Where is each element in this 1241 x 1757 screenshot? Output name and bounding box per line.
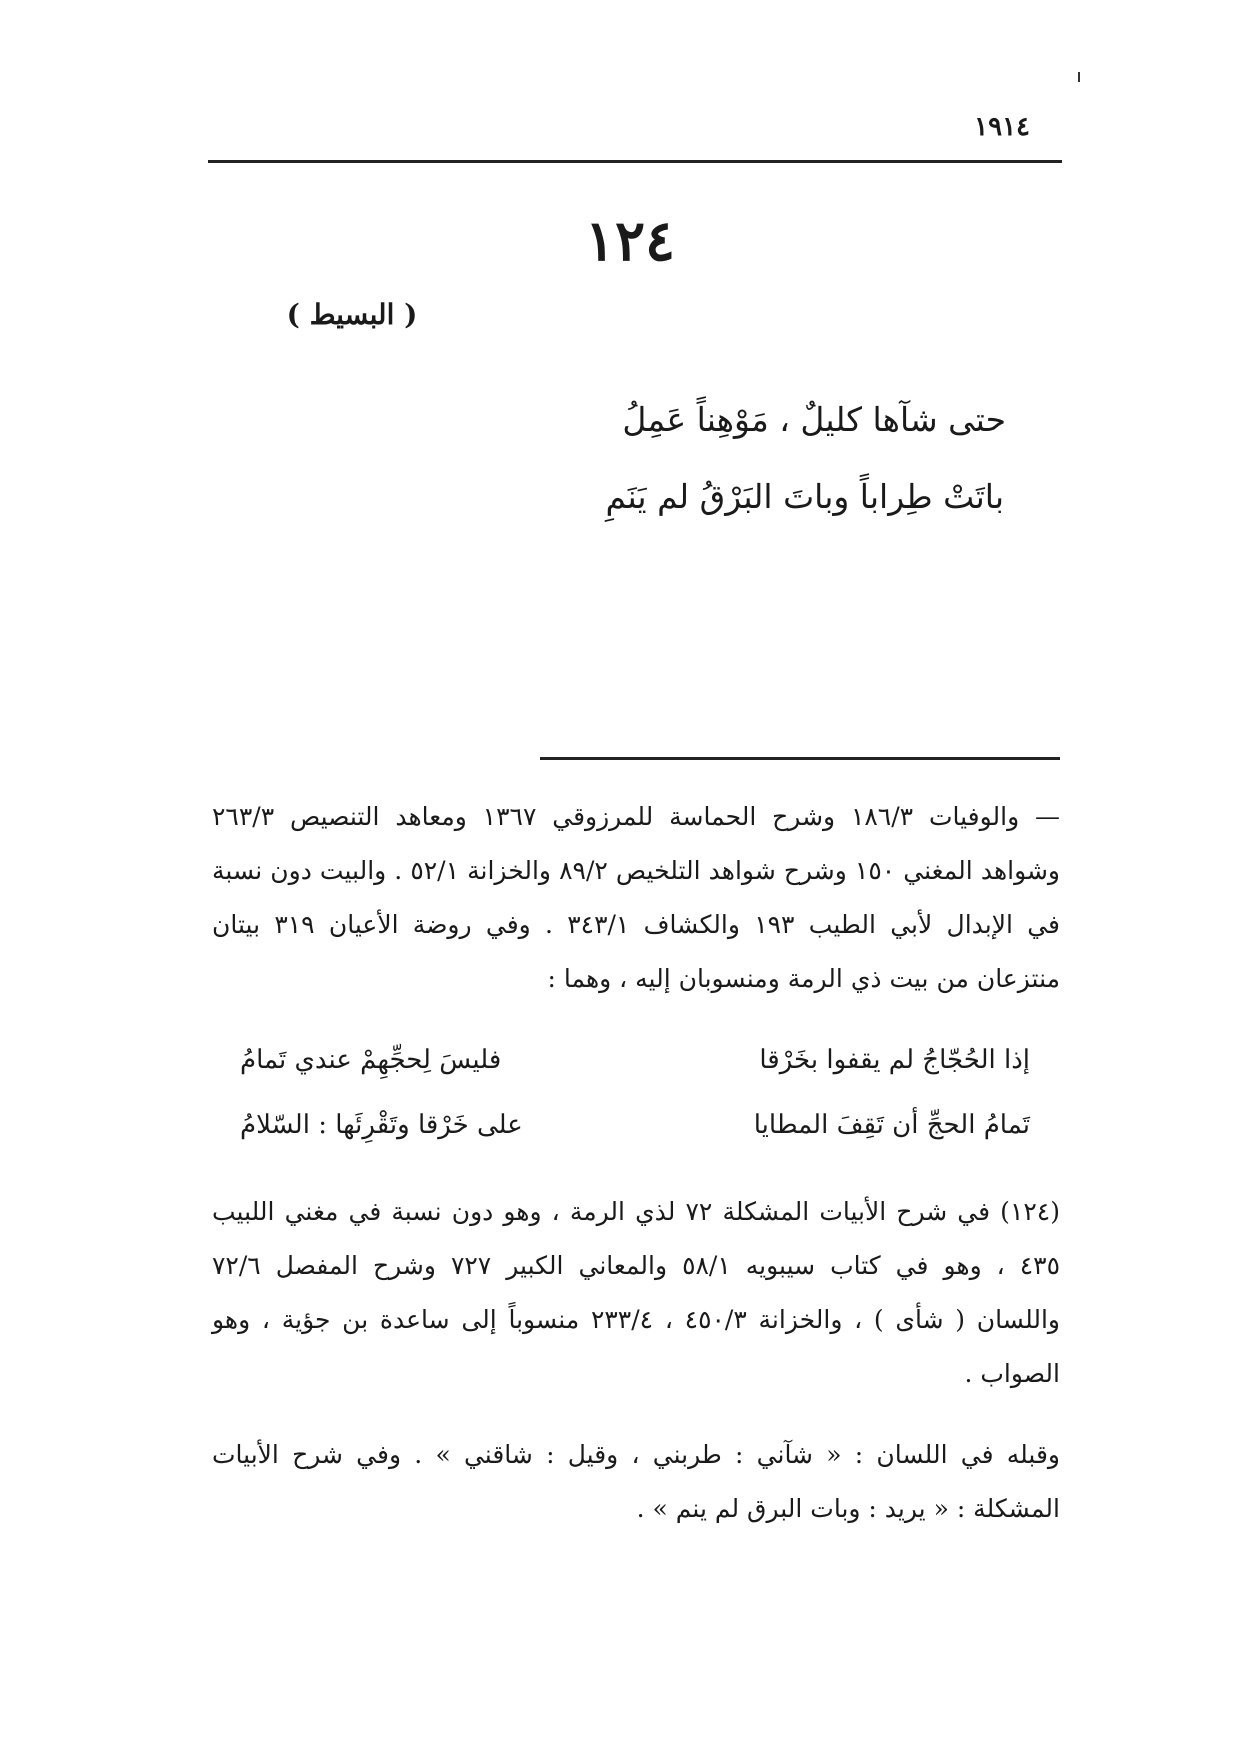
scan-mark [1078,72,1080,82]
quoted-verse-2 [240,1110,1030,1140]
poem-number: ١٢٤ [584,208,676,274]
quoted-verse-1 [240,1045,1030,1075]
footnote-paragraph-lisan: وقبله في اللسان : « شآني : طربني ، وقيل : شاقني » . وفي شرح الأبيات المشكلة : « يريد : وبات البرق لم ينم » . [212,1440,1060,1523]
quoted-verse-2-second-half: على خَرْقا وتَقْرِئَها : السّلامُ [240,1110,523,1140]
verse-line-2: باتَتْ طِراباً وباتَ البَرْقُ لم يَنَمِ [605,477,1004,516]
verse-line-1: حتى شآها كليلٌ ، مَوْهِناً عَمِلُ [622,400,1006,439]
quoted-verse-2-first-half: تَمامُ الحجِّ أن تَقِفَ المطايا [753,1110,1030,1140]
quoted-verse-1-second-half: فليسَ لِحجِّهِمْ عندي تَمامُ [240,1045,502,1075]
header-rule [208,160,1062,163]
footnote-paragraph-124: (١٢٤) في شرح الأبيات المشكلة ٧٢ لذي الرمة ، وهو دون نسبة في مغني اللبيب ٤٣٥ ، وهو في كتاب سيبويه ٥٨/١ والمعاني الكبير ٧٢٧ وشرح المفصل ٧٢/٦ واللسان ( شأى ) ، والخزانة ٤٥٠/٣ ، ٢٣٣/٤ منسوباً إلى ساعدة بن جؤية ، وهو الصواب . [212,1197,1061,1388]
footnote-rule [540,757,1060,760]
quoted-verse-1-first-half: إذا الحُجّاجُ لم يقفوا بخَرْقا [759,1045,1030,1075]
meter-label: ( البسيط ) [286,298,418,331]
footnote-paragraph-1: — والوفيات ١٨٦/٣ وشرح الحماسة للمرزوقي ١٣٦٧ ومعاهد التنصيص ٢٦٣/٣ وشواهد المغني ١٥٠ وشرح شواهد التلخيص ٨٩/٢ والخزانة ٥٢/١ . والبيت دون نسبة في الإبدال لأبي الطيب ١٩٣ والكشاف ٣٤٣/١ . وفي روضة الأعيان ٣١٩ بيتان منتزعان من بيت ذي الرمة ومنسوبان إليه ، وهما : [212,802,1061,993]
page-number: ١٩١٤ [974,112,1030,142]
